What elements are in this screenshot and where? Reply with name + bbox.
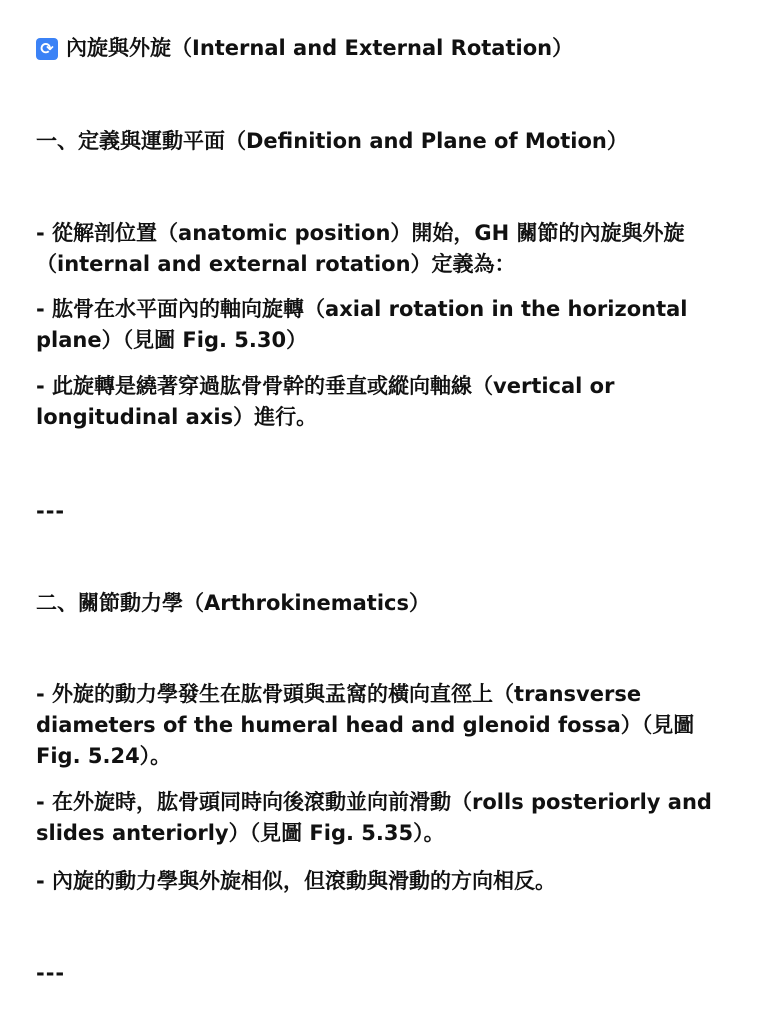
section-divider-1: --- bbox=[36, 499, 66, 523]
section-2-line-2: - 在外旋時，肱骨頭同時向後滾動並向前滑動（rolls posteriorly and slides anteriorly）（見圖 Fig. 5.35）。 bbox=[36, 790, 712, 845]
repeat-arrows-icon: ⟳ bbox=[36, 38, 58, 60]
section-2-line-1: - 外旋的動力學發生在肱骨頭與盂窩的橫向直徑上（transverse diameters of the humeral head and glenoid fossa）（見圖 Fig. 5.24）。 bbox=[36, 682, 695, 768]
title-text: 內旋與外旋（Internal and External Rotation） bbox=[66, 36, 574, 60]
section-1-line-1: - 從解剖位置（anatomic position）開始，GH 關節的內旋與外旋（internal and external rotation）定義為： bbox=[36, 221, 685, 276]
section-2-heading: 二、關節動力學（Arthrokinematics） bbox=[36, 591, 430, 615]
document-title bbox=[36, 33, 736, 64]
section-1-heading: 一、定義與運動平面（Definition and Plane of Motion） bbox=[36, 129, 628, 153]
section-2-line-3: - 內旋的動力學與外旋相似，但滾動與滑動的方向相反。 bbox=[36, 869, 557, 893]
section-1-line-3: - 此旋轉是繞著穿過肱骨骨幹的垂直或縱向軸線（vertical or longitudinal axis）進行。 bbox=[36, 374, 615, 429]
section-1-line-2: - 肱骨在水平面內的軸向旋轉（axial rotation in the horizontal plane）（見圖 Fig. 5.30） bbox=[36, 297, 688, 352]
section-divider-2: --- bbox=[36, 961, 66, 985]
